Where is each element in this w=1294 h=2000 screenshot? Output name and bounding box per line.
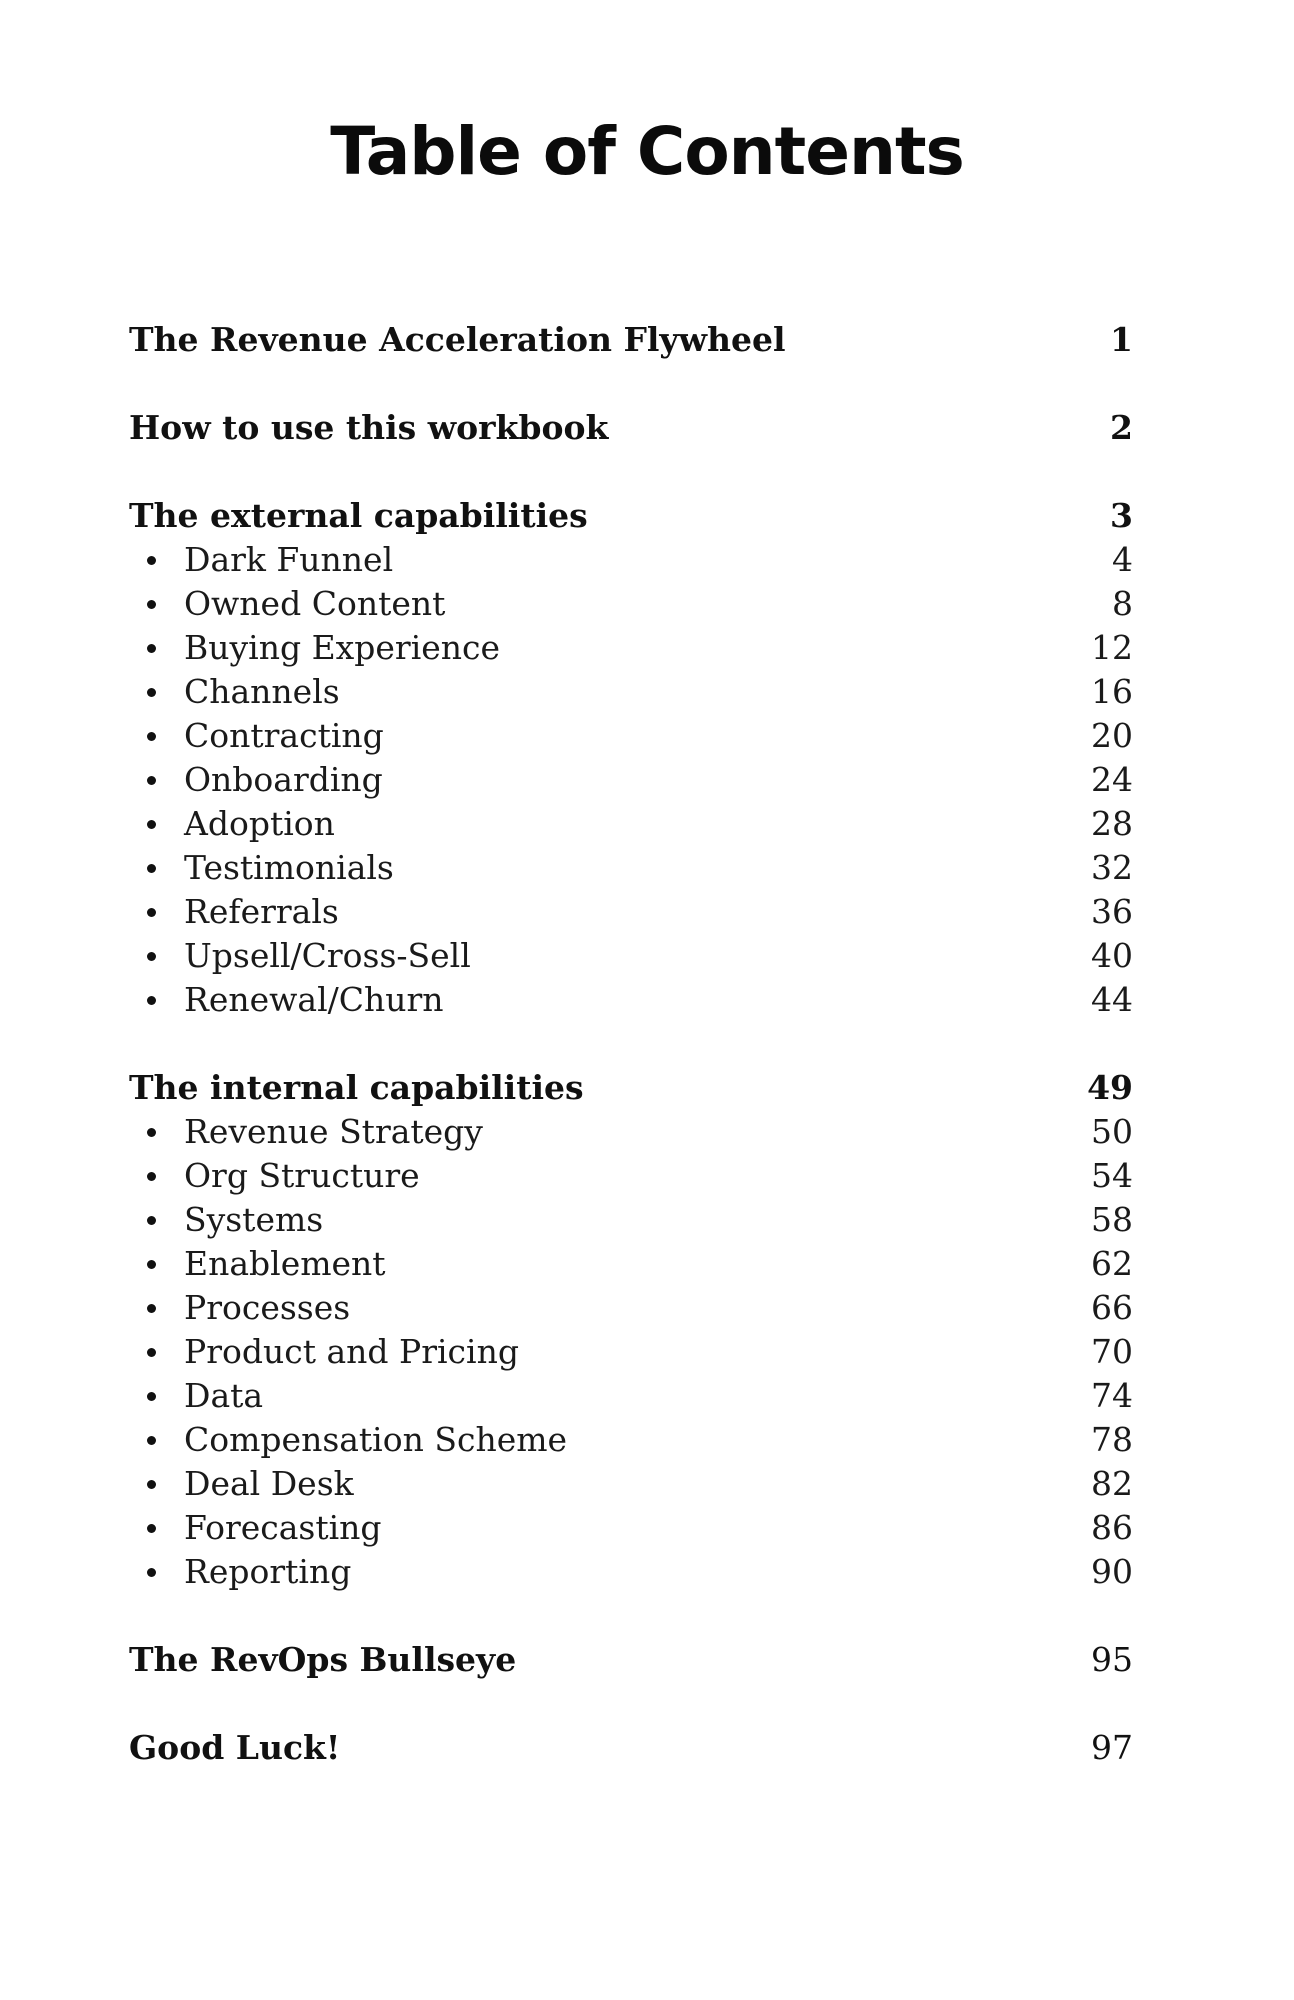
- toc-heading-row[interactable]: [129, 1638, 1133, 1682]
- toc-item-row[interactable]: [129, 1242, 1133, 1286]
- toc-item-label: Upsell/Cross-Sell: [129, 934, 471, 978]
- toc-item-label: Onboarding: [129, 758, 383, 802]
- toc-heading-label: Good Luck!: [129, 1728, 341, 1767]
- toc-item-label: Product and Pricing: [129, 1330, 519, 1374]
- toc-item-label: Adoption: [129, 802, 335, 846]
- toc-heading-page-number: 1: [1110, 320, 1133, 359]
- toc-item-label: Reporting: [129, 1550, 351, 1594]
- toc-item-page-number: 70: [1091, 1332, 1133, 1371]
- toc-heading-page-number: 3: [1110, 496, 1133, 535]
- toc-item-label: Contracting: [129, 714, 384, 758]
- toc-item-page-number: 40: [1091, 936, 1133, 975]
- toc-item-row[interactable]: [129, 1110, 1133, 1154]
- toc-heading-row[interactable]: [129, 1066, 1133, 1110]
- toc-heading-label: The internal capabilities: [129, 1068, 584, 1107]
- toc-item-page-number: 44: [1091, 980, 1133, 1019]
- toc-item-page-number: 66: [1091, 1288, 1133, 1327]
- toc-section: [129, 1066, 1133, 1594]
- toc-item-row[interactable]: [129, 890, 1133, 934]
- toc-item-label: Channels: [129, 670, 340, 714]
- toc-item-page-number: 82: [1091, 1464, 1133, 1503]
- toc-item-page-number: 16: [1091, 672, 1133, 711]
- toc-item-row[interactable]: [129, 1286, 1133, 1330]
- toc-heading-row[interactable]: [129, 494, 1133, 538]
- toc-item-row[interactable]: [129, 1506, 1133, 1550]
- toc-item-label: Data: [129, 1374, 263, 1418]
- toc-item-page-number: 86: [1091, 1508, 1133, 1547]
- table-of-contents: [129, 318, 1133, 1814]
- toc-item-row[interactable]: [129, 758, 1133, 802]
- toc-item-page-number: 4: [1112, 540, 1133, 579]
- toc-item-label: Owned Content: [129, 582, 445, 626]
- toc-item-label: Systems: [129, 1198, 323, 1242]
- toc-item-row[interactable]: [129, 670, 1133, 714]
- toc-item-row[interactable]: [129, 1462, 1133, 1506]
- toc-item-label: Org Structure: [129, 1154, 420, 1198]
- toc-item-row[interactable]: [129, 802, 1133, 846]
- toc-item-row[interactable]: [129, 934, 1133, 978]
- toc-item-page-number: 62: [1091, 1244, 1133, 1283]
- toc-item-row[interactable]: [129, 1374, 1133, 1418]
- toc-item-row[interactable]: [129, 1418, 1133, 1462]
- toc-item-page-number: 20: [1091, 716, 1133, 755]
- toc-item-label: Buying Experience: [129, 626, 500, 670]
- toc-heading-page-number: 95: [1091, 1640, 1133, 1679]
- toc-item-page-number: 8: [1112, 584, 1133, 623]
- toc-item-page-number: 58: [1091, 1200, 1133, 1239]
- toc-item-label: Referrals: [129, 890, 339, 934]
- toc-section: [129, 406, 1133, 450]
- toc-item-row[interactable]: [129, 1154, 1133, 1198]
- toc-item-label: Revenue Strategy: [129, 1110, 483, 1154]
- toc-heading-row[interactable]: [129, 318, 1133, 362]
- toc-section: [129, 1726, 1133, 1770]
- toc-item-page-number: 54: [1091, 1156, 1133, 1195]
- toc-heading-row[interactable]: [129, 1726, 1133, 1770]
- toc-item-row[interactable]: [129, 626, 1133, 670]
- toc-section: [129, 494, 1133, 1022]
- toc-item-page-number: 50: [1091, 1112, 1133, 1151]
- toc-item-label: Forecasting: [129, 1506, 382, 1550]
- toc-item-row[interactable]: [129, 846, 1133, 890]
- toc-heading-page-number: 97: [1091, 1728, 1133, 1767]
- toc-item-label: Renewal/Churn: [129, 978, 444, 1022]
- toc-item-label: Dark Funnel: [129, 538, 393, 582]
- toc-heading-label: How to use this workbook: [129, 408, 609, 447]
- toc-item-row[interactable]: [129, 538, 1133, 582]
- toc-section: [129, 1638, 1133, 1682]
- toc-item-page-number: 28: [1091, 804, 1133, 843]
- toc-item-label: Deal Desk: [129, 1462, 354, 1506]
- toc-item-label: Enablement: [129, 1242, 386, 1286]
- toc-item-page-number: 36: [1091, 892, 1133, 931]
- toc-heading-label: The external capabilities: [129, 496, 588, 535]
- toc-item-row[interactable]: [129, 1330, 1133, 1374]
- toc-heading-page-number: 2: [1110, 408, 1133, 447]
- toc-item-row[interactable]: [129, 1550, 1133, 1594]
- toc-item-row[interactable]: [129, 714, 1133, 758]
- page-title: Table of Contents: [330, 113, 964, 190]
- toc-item-page-number: 12: [1091, 628, 1133, 667]
- toc-heading-row[interactable]: [129, 406, 1133, 450]
- toc-item-page-number: 24: [1091, 760, 1133, 799]
- toc-item-row[interactable]: [129, 582, 1133, 626]
- toc-item-page-number: 32: [1091, 848, 1133, 887]
- toc-section: [129, 318, 1133, 362]
- toc-item-page-number: 90: [1091, 1552, 1133, 1591]
- toc-heading-page-number: 49: [1087, 1068, 1133, 1107]
- toc-heading-label: The Revenue Acceleration Flywheel: [129, 320, 786, 359]
- toc-heading-label: The RevOps Bullseye: [129, 1640, 517, 1679]
- toc-item-page-number: 74: [1091, 1376, 1133, 1415]
- toc-item-label: Processes: [129, 1286, 350, 1330]
- toc-item-label: Compensation Scheme: [129, 1418, 567, 1462]
- toc-item-row[interactable]: [129, 1198, 1133, 1242]
- toc-item-page-number: 78: [1091, 1420, 1133, 1459]
- toc-item-row[interactable]: [129, 978, 1133, 1022]
- toc-item-label: Testimonials: [129, 846, 394, 890]
